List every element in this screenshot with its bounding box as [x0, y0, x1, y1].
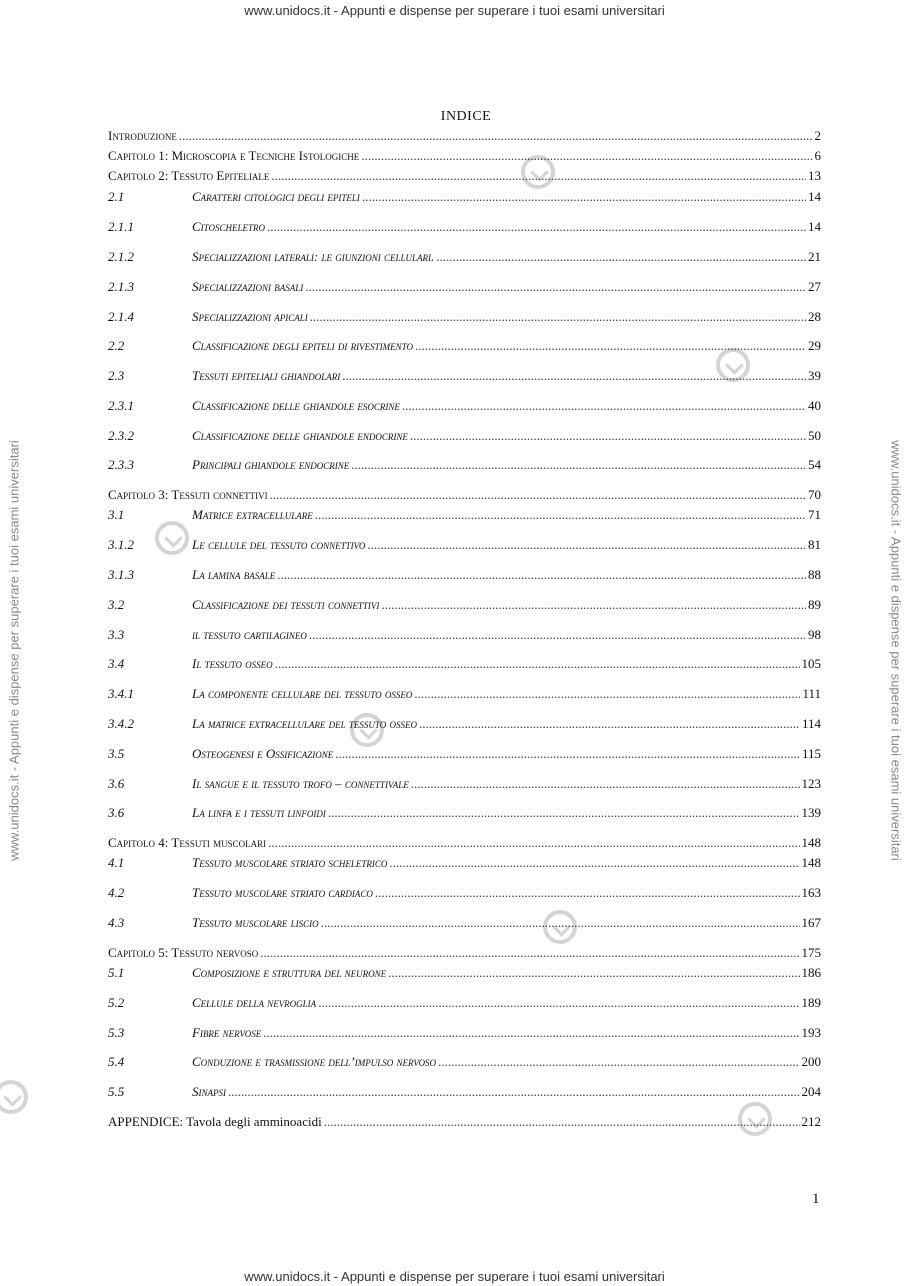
- toc-entry-page: 163: [801, 885, 821, 900]
- toc-entry-label: Fibre nervose: [192, 1025, 262, 1040]
- toc-entry[interactable]: [108, 507, 821, 525]
- toc-entry-page: 28: [808, 309, 821, 324]
- toc-entry-label: APPENDICE: Tavola degli amminoacidi: [108, 1114, 322, 1129]
- dot-leader: [361, 148, 812, 164]
- dot-leader: [411, 776, 800, 792]
- toc-entry-number: 2.3: [108, 368, 125, 383]
- toc-entry-page: 29: [808, 338, 821, 353]
- toc-entry-number: 3.1.2: [108, 537, 134, 552]
- toc-entry[interactable]: [108, 776, 821, 794]
- toc-entry-number: 3.1: [108, 507, 125, 522]
- toc-entry[interactable]: [108, 1025, 821, 1043]
- toc-entry-page: 71: [808, 507, 821, 522]
- toc-entry[interactable]: [108, 805, 821, 823]
- toc-entry-page: 186: [801, 965, 821, 980]
- toc-entry-number: 3.6: [108, 776, 125, 791]
- dot-leader: [321, 915, 800, 931]
- toc-entry-page: 6: [814, 148, 821, 163]
- toc-entry[interactable]: [108, 128, 821, 146]
- watermark-bottom: www.unidocs.it - Appunti e dispense per superare i tuoi esami universitari: [244, 1269, 665, 1284]
- toc-entry-number: 2.2: [108, 338, 125, 353]
- dot-leader: [324, 1114, 800, 1130]
- toc-entry-label: Tessuto muscolare striato cardiaco: [192, 885, 373, 900]
- toc-entry-number: 3.4.1: [108, 686, 134, 701]
- toc-entry-label: Matrice extracellulare: [192, 507, 313, 522]
- toc-entry-label: Classificazione delle ghiandole endocrine: [192, 428, 408, 443]
- toc-entry-page: 14: [808, 219, 821, 234]
- toc-entry-label: Principali ghiandole endocrine: [192, 457, 350, 472]
- toc-entry[interactable]: [108, 995, 821, 1013]
- watermark-logo-icon: [0, 1080, 28, 1114]
- toc-entry-page: 189: [801, 995, 821, 1010]
- toc-entry-number: 2.3.2: [108, 428, 134, 443]
- toc-entry[interactable]: [108, 855, 821, 873]
- toc-entry[interactable]: [108, 338, 821, 356]
- toc-entry-page: 27: [808, 279, 821, 294]
- toc-entry[interactable]: [108, 746, 821, 764]
- toc-entry[interactable]: [108, 1054, 821, 1072]
- toc-entry[interactable]: [108, 945, 821, 963]
- toc-entry[interactable]: [108, 309, 821, 327]
- toc-entry-label: Il tessuto osseo: [192, 656, 273, 671]
- dot-leader: [315, 507, 806, 523]
- dot-leader: [342, 368, 806, 384]
- toc-entry-label: Cellule della nevroglia: [192, 995, 317, 1010]
- dot-leader: [414, 686, 800, 702]
- dot-leader: [271, 168, 806, 184]
- toc-entry-page: 2: [814, 128, 821, 143]
- toc-entry-page: 21: [808, 249, 821, 264]
- toc-entry-number: 2.1.1: [108, 219, 134, 234]
- dot-leader: [268, 835, 799, 851]
- toc-entry-page: 123: [801, 776, 821, 791]
- toc-entry-label: Specializzazioni basali: [192, 279, 304, 294]
- toc-entry-label: La linfa e i tessuti linfoidi: [192, 805, 326, 820]
- dot-leader: [436, 249, 806, 265]
- toc-entry-label: Specializzazioni laterali: le giunzioni cellulari.: [192, 249, 435, 264]
- dot-leader: [318, 995, 799, 1011]
- toc-entry[interactable]: [108, 148, 821, 166]
- dot-leader: [415, 338, 806, 354]
- dot-leader: [362, 189, 806, 205]
- dot-leader: [410, 428, 806, 444]
- watermark-top: www.unidocs.it - Appunti e dispense per superare i tuoi esami universitari: [244, 3, 665, 18]
- dot-leader: [310, 309, 806, 325]
- dot-leader: [309, 627, 806, 643]
- toc-entry-number: 3.2: [108, 597, 125, 612]
- toc-entry-page: 111: [802, 686, 821, 701]
- toc-entry-page: 70: [808, 487, 821, 502]
- toc-entry[interactable]: [108, 457, 821, 475]
- toc-entry-number: 2.1.3: [108, 279, 134, 294]
- toc-entry-page: 54: [808, 457, 821, 472]
- toc-entry-label: il tessuto cartilagineo: [192, 627, 307, 642]
- toc-entry-label: Capitolo 2: Tessuto Epiteliale: [108, 168, 270, 183]
- toc-entry[interactable]: [108, 249, 821, 267]
- toc-entry-number: 2.1.2: [108, 249, 134, 264]
- toc-entry-page: 50: [808, 428, 821, 443]
- dot-leader: [267, 219, 806, 235]
- dot-leader: [328, 805, 800, 821]
- toc-entry-page: 13: [808, 168, 821, 183]
- toc-entry-number: 3.5: [108, 746, 125, 761]
- toc-entry[interactable]: [108, 835, 821, 853]
- toc-entry-page: 40: [808, 398, 821, 413]
- toc-entry-page: 148: [801, 855, 821, 870]
- toc-entry[interactable]: [108, 686, 821, 704]
- toc-entry-number: 5.4: [108, 1054, 125, 1069]
- toc-entry-label: Capitolo 4: Tessuti muscolari: [108, 835, 267, 850]
- toc-entry[interactable]: [108, 716, 821, 734]
- toc-entry-page: 115: [801, 746, 821, 761]
- toc-entry-number: 2.1: [108, 189, 125, 204]
- dot-leader: [402, 398, 806, 414]
- page-title: INDICE: [440, 109, 492, 124]
- toc-entry-number: 3.4.2: [108, 716, 134, 731]
- toc-entry-number: 3.6: [108, 805, 125, 820]
- dot-leader: [419, 716, 800, 732]
- toc-entry[interactable]: [108, 168, 821, 186]
- toc-entry-label: Composizione e struttura del neurone: [192, 965, 387, 980]
- toc-entry-label: Introduzione: [108, 128, 177, 143]
- toc-entry-label: Capitolo 1: Microscopia e Tecniche Istologiche: [108, 148, 360, 163]
- toc-entry-number: 5.5: [108, 1084, 125, 1099]
- toc-entry-label: Il sangue e il tessuto trofo – connettivale: [192, 776, 409, 791]
- toc-entry-page: 88: [808, 567, 821, 582]
- toc-entry[interactable]: [108, 428, 821, 446]
- toc-entry-page: 148: [801, 835, 821, 850]
- dot-leader: [438, 1054, 799, 1070]
- page-number: 1: [812, 1191, 820, 1207]
- toc-entry[interactable]: [108, 1114, 821, 1132]
- toc-entry-page: 89: [808, 597, 821, 612]
- toc-entry[interactable]: [108, 487, 821, 505]
- watermark-left: www.unidocs.it - Appunti e dispense per superare i tuoi esami universitari: [6, 440, 22, 861]
- toc-entry-number: 5.2: [108, 995, 125, 1010]
- toc-entry[interactable]: [108, 189, 821, 207]
- toc-entry-label: Classificazione delle ghiandole esocrine: [192, 398, 400, 413]
- toc-entry[interactable]: [108, 219, 821, 237]
- toc-entry-label: La lamina basale: [192, 567, 276, 582]
- toc-entry-label: Citoscheletro: [192, 219, 266, 234]
- toc-entry-label: Le cellule del tessuto connettivo: [192, 537, 366, 552]
- toc-entry-number: 4.1: [108, 855, 125, 870]
- dot-leader: [375, 885, 800, 901]
- toc-entry-page: 200: [801, 1054, 821, 1069]
- toc-entry-label: Caratteri citologici degli epiteli: [192, 189, 360, 204]
- toc-entry-label: Tessuto muscolare liscio: [192, 915, 319, 930]
- toc-entry-number: 3.3: [108, 627, 125, 642]
- toc-entry-number: 2.3.1: [108, 398, 134, 413]
- toc-entry-label: Specializzazioni apicali: [192, 309, 308, 324]
- toc-entry-label: Osteogenesi e Ossificazione: [192, 746, 334, 761]
- dot-leader: [335, 746, 800, 762]
- toc-entry-number: 2.1.4: [108, 309, 134, 324]
- toc-entry-number: 5.3: [108, 1025, 125, 1040]
- dot-leader: [367, 537, 806, 553]
- toc-entry-number: 2.3.3: [108, 457, 134, 472]
- toc-entry[interactable]: [108, 398, 821, 416]
- toc-entry-number: 4.2: [108, 885, 125, 900]
- dot-leader: [263, 1025, 799, 1041]
- watermark-right: www.unidocs.it - Appunti e dispense per superare i tuoi esami universitari: [888, 440, 904, 861]
- dot-leader: [305, 279, 806, 295]
- dot-leader: [389, 855, 799, 871]
- toc-entry[interactable]: [108, 965, 821, 983]
- toc-entry-page: 105: [801, 656, 821, 671]
- toc-entry-label: Conduzione e trasmissione dell’impulso nervoso: [192, 1054, 437, 1069]
- toc-entry-page: 39: [808, 368, 821, 383]
- toc-entry-label: Tessuti epiteliali ghiandolari: [192, 368, 341, 383]
- toc-entry-label: La componente cellulare del tessuto osseo: [192, 686, 413, 701]
- toc-entry-number: 3.1.3: [108, 567, 134, 582]
- toc-entry-number: 3.4: [108, 656, 125, 671]
- toc-entry[interactable]: [108, 915, 821, 933]
- toc-entry[interactable]: [108, 597, 821, 615]
- dot-leader: [260, 945, 799, 961]
- toc-entry[interactable]: [108, 656, 821, 674]
- toc-entry-label: Sinapsi: [192, 1084, 226, 1099]
- dot-leader: [179, 128, 813, 144]
- toc-entry[interactable]: [108, 537, 821, 555]
- toc-entry-page: 204: [801, 1084, 821, 1099]
- toc-entry-page: 212: [801, 1114, 821, 1129]
- toc-entry[interactable]: [108, 567, 821, 585]
- toc-entry-page: 114: [801, 716, 821, 731]
- toc-entry-page: 81: [808, 537, 821, 552]
- toc-entry-number: 5.1: [108, 965, 125, 980]
- toc-entry-label: Capitolo 3: Tessuti connettivi: [108, 487, 268, 502]
- dot-leader: [351, 457, 806, 473]
- toc-entry-number: 4.3: [108, 915, 125, 930]
- toc-entry-page: 193: [801, 1025, 821, 1040]
- dot-leader: [270, 487, 806, 503]
- toc-entry-label: Capitolo 5: Tessuto nervoso: [108, 945, 259, 960]
- toc-entry[interactable]: [108, 627, 821, 645]
- toc-entry-page: 139: [801, 805, 821, 820]
- dot-leader: [388, 965, 799, 981]
- toc-entry-label: Tessuto muscolare striato scheletrico: [192, 855, 388, 870]
- dot-leader: [275, 656, 800, 672]
- dot-leader: [277, 567, 806, 583]
- toc-entry[interactable]: [108, 279, 821, 297]
- toc-entry-page: 14: [808, 189, 821, 204]
- toc-entry[interactable]: [108, 368, 821, 386]
- toc-entry-page: 98: [808, 627, 821, 642]
- toc-entry-label: Classificazione dei tessuti connettivi: [192, 597, 380, 612]
- toc-entry[interactable]: [108, 885, 821, 903]
- toc-entry[interactable]: [108, 1084, 821, 1102]
- toc-entry-page: 175: [801, 945, 821, 960]
- dot-leader: [381, 597, 806, 613]
- dot-leader: [228, 1084, 800, 1100]
- toc-entry-label: Classificazione degli epiteli di rivestimento: [192, 338, 413, 353]
- toc-entry-page: 167: [801, 915, 821, 930]
- toc-entry-label: La matrice extracellulare del tessuto osseo: [192, 716, 417, 731]
